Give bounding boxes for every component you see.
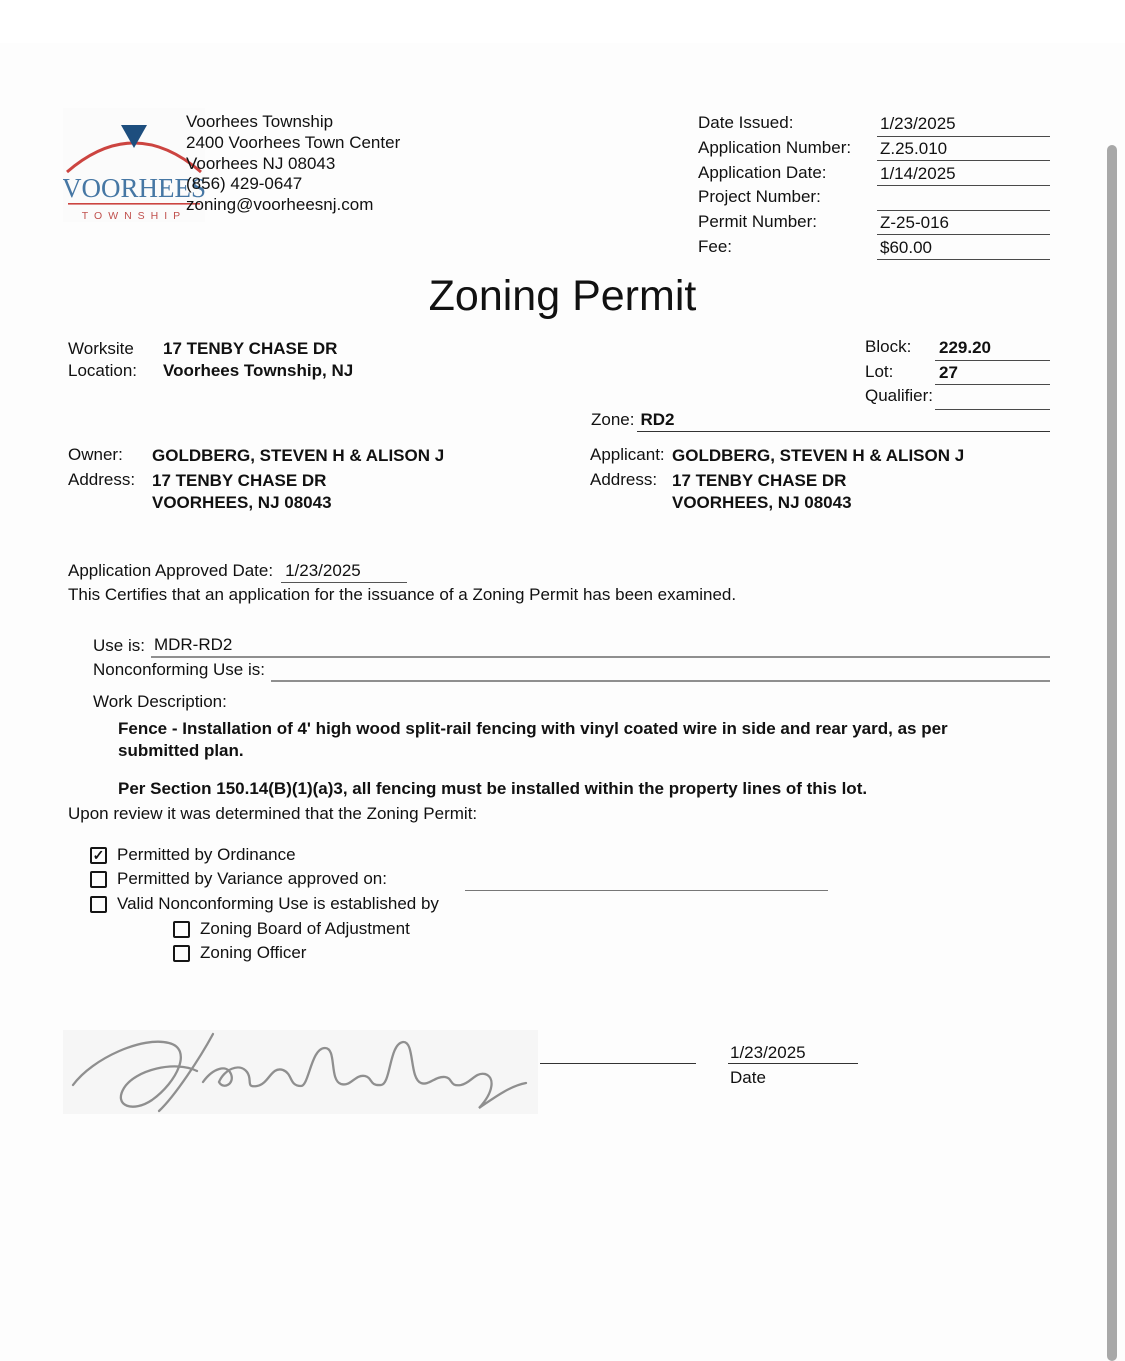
fee-value: $60.00 <box>877 238 1050 260</box>
block-lot-qualifier <box>863 336 1050 410</box>
valid-nonconforming-label: Valid Nonconforming Use is established by <box>117 893 439 913</box>
zoning-board-checkbox[interactable] <box>173 921 190 938</box>
worksite-label-line1: Worksite <box>68 339 134 358</box>
owner-label: Owner: <box>68 445 123 464</box>
checkbox-row-permitted-ordinance <box>90 845 296 865</box>
owner-address-line2: VOORHEES, NJ 08043 <box>152 492 332 512</box>
qualifier-row <box>863 385 1050 410</box>
applicant-address-value <box>672 470 852 513</box>
page-title: Zoning Permit <box>428 272 697 320</box>
worksite-address-line2: Voorhees Township, NJ <box>163 360 354 380</box>
field-row-project-number <box>697 186 1050 211</box>
owner-row <box>68 445 444 467</box>
logo-wordmark: VOORHEES <box>63 173 205 203</box>
field-row-application-number <box>697 137 1050 162</box>
voorhees-logo-graphic <box>63 108 205 222</box>
approved-date-value: 1/23/2025 <box>281 561 407 583</box>
township-logo <box>63 108 205 222</box>
contact-email: zoning@voorheesnj.com <box>186 195 374 215</box>
signature-image <box>63 1030 538 1114</box>
applicant-address-line2: VOORHEES, NJ 08043 <box>672 492 852 512</box>
owner-address-label: Address: <box>68 470 136 489</box>
applicant-address-label: Address: <box>590 470 658 489</box>
use-is-label: Use is: <box>93 636 145 655</box>
nonconforming-use-row <box>93 660 1050 682</box>
signature-date-line <box>728 1063 858 1064</box>
applicant-address-row <box>590 470 852 513</box>
contact-name: Voorhees Township <box>186 112 334 131</box>
logo-subtext: TOWNSHIP <box>81 210 187 222</box>
checkbox-row-valid-nonconforming <box>90 894 439 914</box>
worksite-label-line2: Location: <box>68 360 137 380</box>
zoning-officer-label: Zoning Officer <box>200 942 307 962</box>
checkbox-row-zoning-officer <box>173 943 306 963</box>
zone-label: Zone: <box>591 410 635 429</box>
field-row-date-issued <box>697 112 1050 137</box>
lot-row <box>863 361 1050 386</box>
permit-header-fields <box>697 112 1050 260</box>
use-is-row <box>93 635 1050 658</box>
application-date-label: Application Date: <box>698 162 827 182</box>
field-row-application-date <box>697 161 1050 186</box>
application-number-value: Z.25.010 <box>877 139 1050 161</box>
date-issued-label: Date Issued: <box>698 113 794 133</box>
zone-row <box>591 410 1050 432</box>
permit-number-label: Permit Number: <box>698 212 818 232</box>
worksite-location-label <box>68 338 137 381</box>
applicant-row <box>590 445 964 467</box>
owner-address-value <box>152 470 332 513</box>
lot-label: Lot: <box>865 361 894 381</box>
applicant-value: GOLDBERG, STEVEN H & ALISON J <box>672 446 965 465</box>
approved-date-row <box>68 561 407 583</box>
nonconforming-use-value <box>271 660 1050 682</box>
application-date-value: 1/14/2025 <box>877 164 1050 186</box>
owner-value: GOLDBERG, STEVEN H & ALISON J <box>152 446 445 465</box>
permitted-variance-checkbox[interactable] <box>90 871 107 888</box>
contact-address2: Voorhees NJ 08043 <box>186 153 336 173</box>
variance-approved-date-line <box>465 871 828 891</box>
owner-address-row <box>68 470 332 513</box>
use-is-value: MDR-RD2 <box>151 635 1050 658</box>
contact-address1: 2400 Voorhees Town Center <box>186 132 401 152</box>
worksite-location-value <box>163 338 353 381</box>
permitted-ordinance-label: Permitted by Ordinance <box>117 844 296 864</box>
worksite-address-line1: 17 TENBY CHASE DR <box>163 339 338 358</box>
work-description-text: Fence - Installation of 4' high wood split-rail fencing with vinyl coated wire in side and rear yard, as per submitted plan. <box>118 719 948 760</box>
applicant-label: Applicant: <box>590 445 665 464</box>
approved-date-label: Application Approved Date: <box>68 561 274 580</box>
zoning-board-label: Zoning Board of Adjustment <box>200 918 410 938</box>
block-value: 229.20 <box>935 338 1050 360</box>
application-number-label: Application Number: <box>698 137 852 157</box>
lot-value: 27 <box>935 363 1050 385</box>
field-row-permit-number <box>697 211 1050 236</box>
nonconforming-use-label: Nonconforming Use is: <box>93 660 265 679</box>
checkbox-row-permitted-variance <box>90 869 387 889</box>
signature-date-label: Date <box>730 1068 766 1087</box>
zoning-officer-checkbox[interactable] <box>173 945 190 962</box>
field-row-fee <box>697 235 1050 260</box>
work-description-label: Work Description: <box>93 692 227 711</box>
signature-glyph <box>63 1030 538 1114</box>
permitted-ordinance-checkbox[interactable]: ✓ <box>90 847 107 864</box>
date-issued-value: 1/23/2025 <box>877 114 1050 136</box>
township-contact-block <box>186 112 400 216</box>
contact-phone: (856) 429-0647 <box>186 174 303 194</box>
permitted-variance-label: Permitted by Variance approved on: <box>117 868 387 888</box>
work-description-section-note: Per Section 150.14(B)(1)(a)3, all fencing must be installed within the property lines of this lot. <box>118 779 868 798</box>
project-number-label: Project Number: <box>698 187 821 207</box>
qualifier-value <box>935 389 1050 410</box>
checkbox-row-zoning-board <box>173 919 410 939</box>
qualifier-label: Qualifier: <box>865 386 934 406</box>
valid-nonconforming-checkbox[interactable] <box>90 896 107 913</box>
permit-number-value: Z-25-016 <box>877 213 1050 235</box>
applicant-address-line1: 17 TENBY CHASE DR <box>672 471 847 490</box>
fee-label: Fee: <box>698 236 733 256</box>
logo-underline <box>68 203 200 205</box>
zone-value: RD2 <box>637 410 1050 432</box>
signature-line <box>540 1044 696 1064</box>
review-statement: Upon review it was determined that the Zoning Permit: <box>68 804 478 823</box>
owner-address-line1: 17 TENBY CHASE DR <box>152 471 327 490</box>
signature-date-value: 1/23/2025 <box>730 1043 806 1062</box>
project-number-value <box>877 190 1050 211</box>
block-label: Block: <box>865 337 912 357</box>
certification-text: This Certifies that an application for the issuance of a Zoning Permit has been examined. <box>68 585 737 604</box>
vertical-scrollbar-thumb[interactable] <box>1107 145 1117 1361</box>
block-row <box>863 336 1050 361</box>
